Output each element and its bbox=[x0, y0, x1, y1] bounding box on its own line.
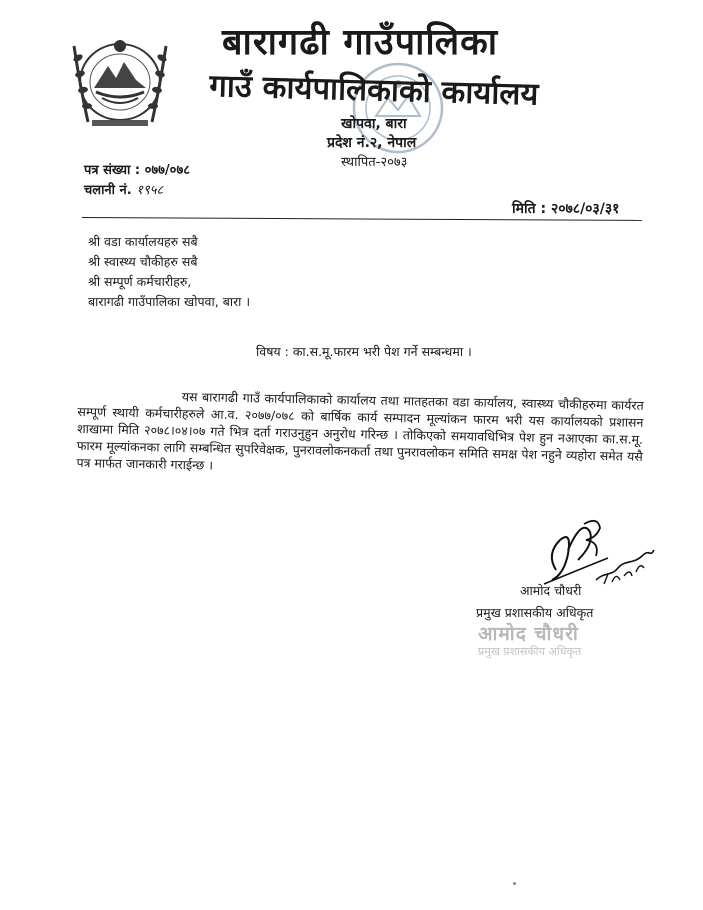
signatory-stamp-title: प्रमुख प्रशासकीय अधिकृत bbox=[478, 645, 582, 658]
body-paragraph: यस बारागढी गाउँ कार्यपालिकाको कार्यालय तथा मातहतका वडा कार्यालय, स्वास्थ्य चौकीहरुमा कार्यरत सम्पूर्ण स्थायी कर्मचारीहरुले आ.व. २०७७/०७८ को बार्षिक कार्य सम्पादन मूल्यांकन फारम भरी यस कार्यालयको प्रशासन शाखामा मिति २०७८।०४।०७ गते भित्र दर्ता गराउनुहुन अनुरोध गरिन्छ । तोकिएको समयावधिभित्र पेश हुन नआएका का.स.मू. फारम मूल्यांकनका लागि सम्बन्धित सुपरिवेक्षक, पुनरावलोकनकर्ता तथा पुनरावलोकन समिति समक्ष पेश नहुने व्यहोरा समेत यसै पत्र मार्फत जानकारी गराईन्छ । bbox=[76, 388, 644, 473]
letter-date bbox=[512, 199, 619, 218]
address-line-2: प्रदेश नं.२, नेपाल bbox=[327, 135, 417, 151]
date-value: २०७८/०३/३१ bbox=[550, 201, 620, 217]
dispatch-value: १९५८ bbox=[136, 183, 164, 198]
handwritten-signature bbox=[538, 510, 656, 592]
recipient-list bbox=[88, 232, 250, 312]
reference-label: पत्र संख्या : bbox=[84, 163, 141, 178]
signatory-title: प्रमुख प्रशासकीय अधिकृत bbox=[476, 605, 594, 620]
letter-subject: विषय : का.स.मू.फारम भरी पेश गर्ने सम्बन्धमा । bbox=[256, 344, 472, 359]
municipality-name: बारागढी गाउँपालिका bbox=[222, 22, 499, 63]
dispatch-label: चलानी नं. bbox=[84, 183, 132, 198]
established-year: स्थापित-२०७३ bbox=[341, 155, 408, 170]
recipient-line: श्री सम्पूर्ण कर्मचारीहरु, bbox=[88, 274, 192, 289]
reference-value: ०७७/०७८ bbox=[144, 163, 190, 178]
signatory-stamp-name: आमोद चौधरी bbox=[478, 623, 579, 645]
dispatch-number bbox=[84, 180, 163, 198]
address-line-1: खोपवा, बारा bbox=[341, 116, 407, 132]
scan-speck bbox=[513, 882, 516, 885]
date-label: मिति : bbox=[512, 201, 547, 217]
letter-body bbox=[76, 386, 644, 482]
signatory-name: आमोद चौधरी bbox=[520, 583, 582, 598]
reference-number bbox=[84, 160, 190, 178]
recipient-line: श्री वडा कार्यालयहरु सबै bbox=[88, 234, 198, 249]
government-emblem-icon bbox=[64, 26, 176, 130]
office-name: गाउँ कार्यपालिकाको कार्यालय bbox=[208, 67, 539, 113]
recipient-line: बारागढी गाउँपालिका खोपवा, बारा । bbox=[88, 294, 251, 309]
recipient-line: श्री स्वास्थ्य चौकीहरु सबै bbox=[88, 254, 198, 269]
